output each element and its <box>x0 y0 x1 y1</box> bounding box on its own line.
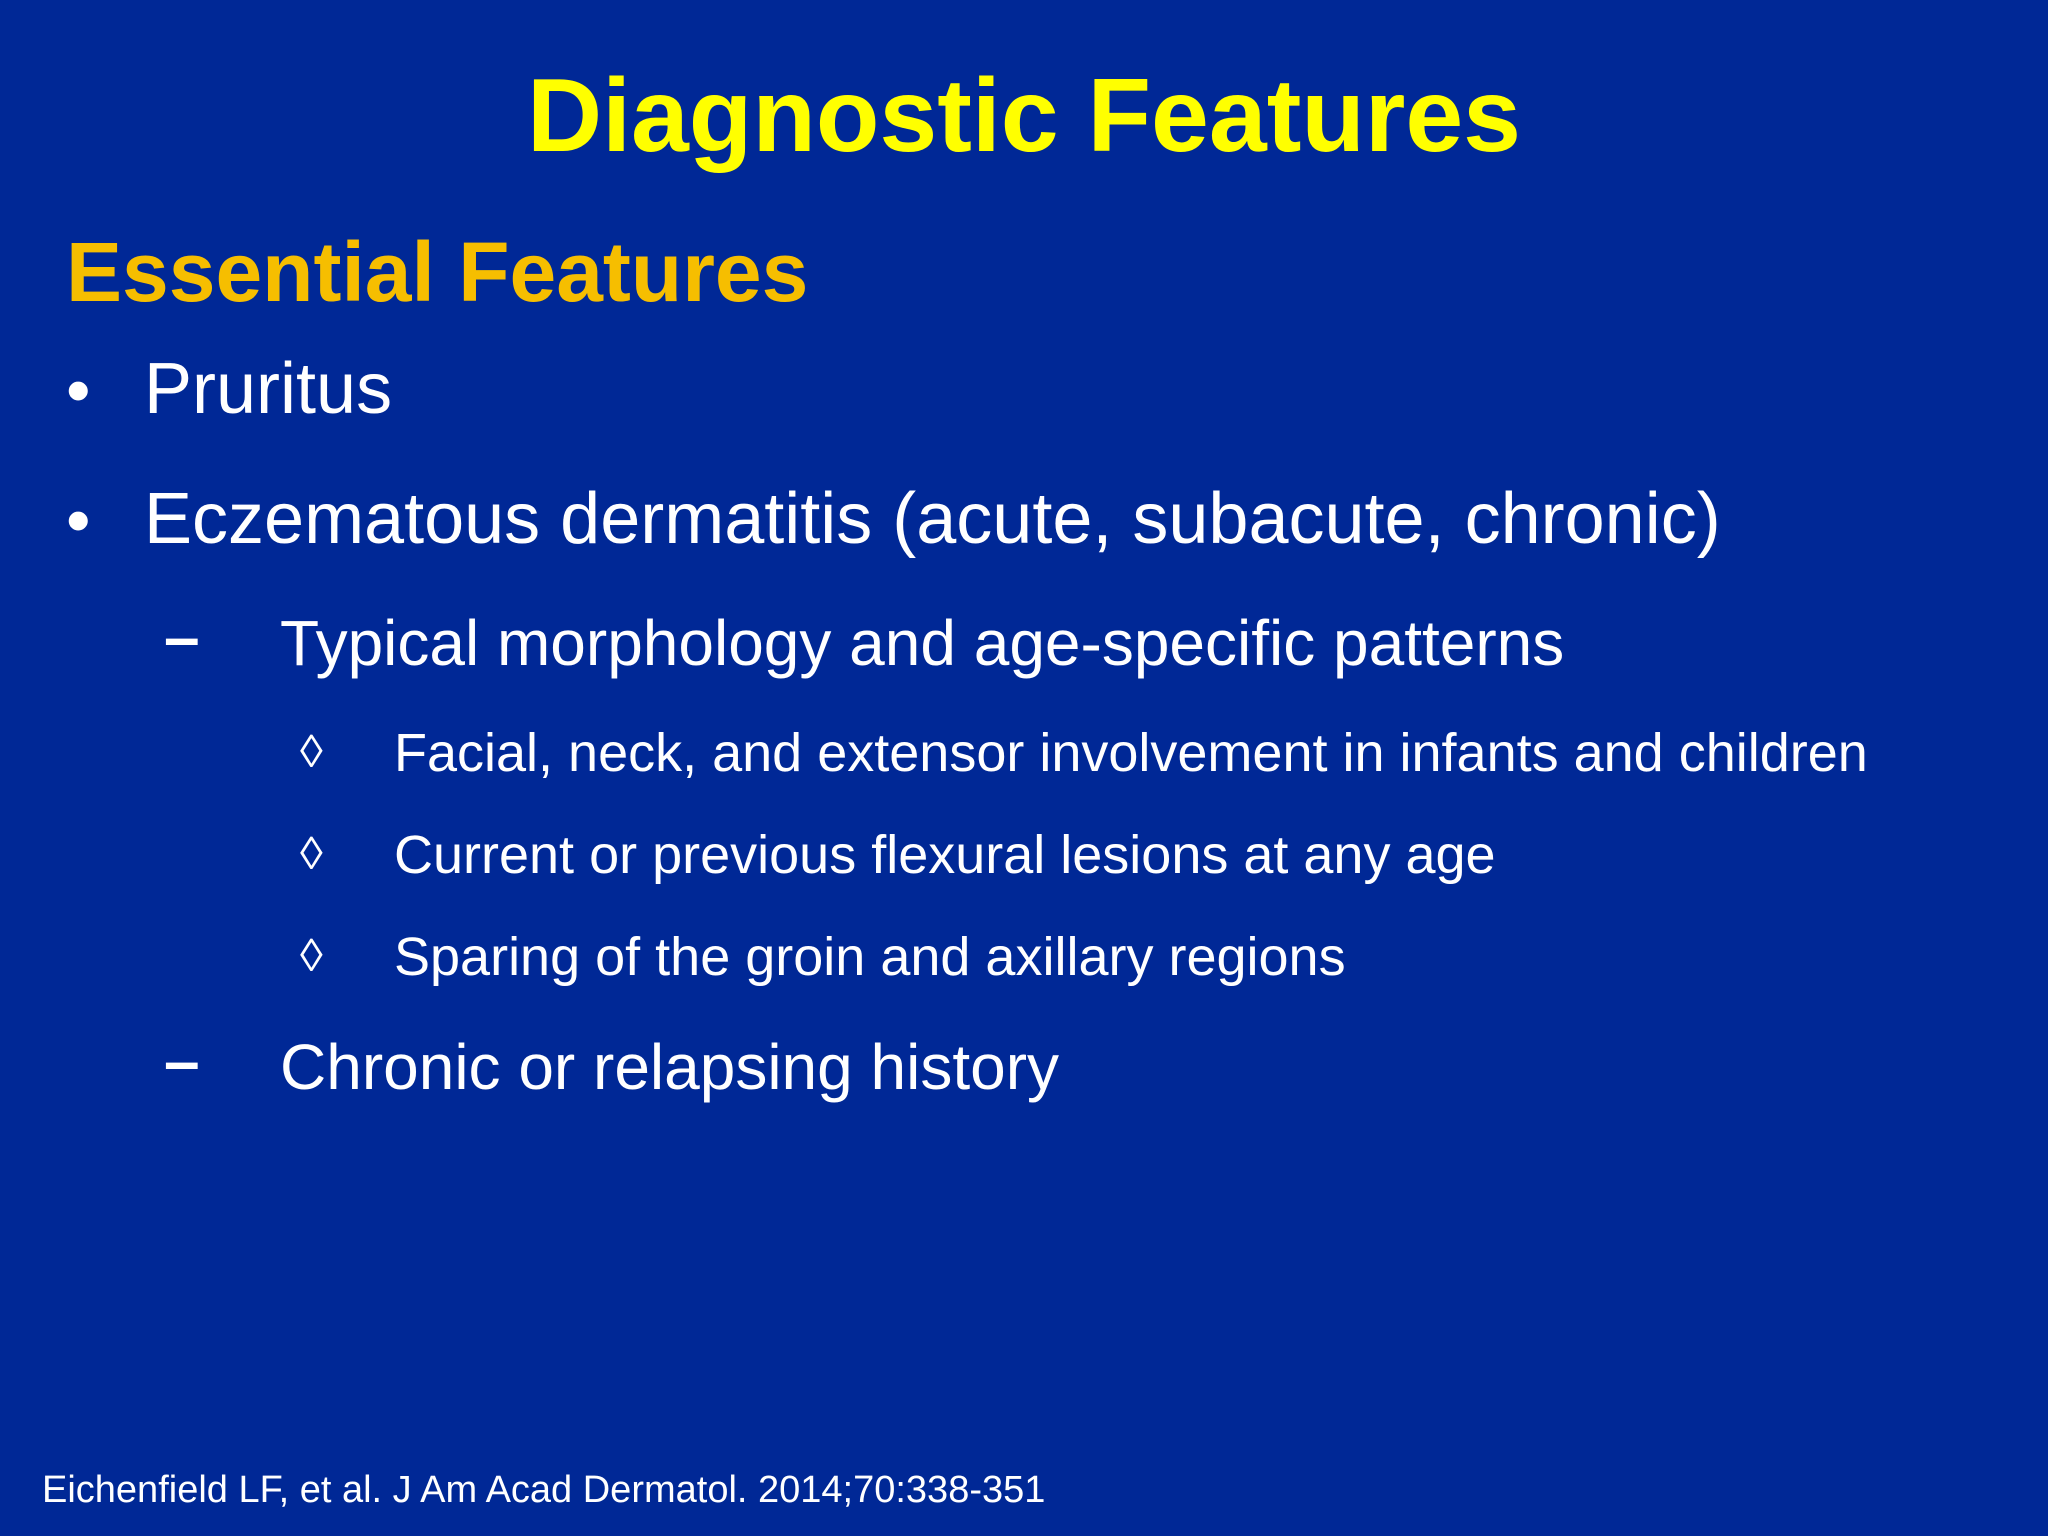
bullet-item-pruritus <box>0 348 2048 438</box>
sub-sub-item-facial-neck <box>0 722 2048 788</box>
sub-item-text: Chronic or relapsing history <box>280 1031 1059 1103</box>
bullet-icon: • <box>66 481 91 559</box>
sub-item-typical-morphology <box>0 601 2048 686</box>
diamond-icon: ◊ <box>300 929 323 981</box>
sub-sub-item-text: Sparing of the groin and axillary regions <box>394 927 1346 987</box>
sub-sub-item-text: Current or previous flexural lesions at any age <box>394 825 1496 885</box>
bullet-text: Pruritus <box>144 349 393 429</box>
sub-sub-item-text: Facial, neck, and extensor involvement in infants and children <box>394 723 1868 783</box>
dash-icon: – <box>164 1025 200 1097</box>
diamond-icon: ◊ <box>300 725 323 777</box>
bullet-icon: • <box>66 351 91 429</box>
bullet-item-eczematous-dermatitis <box>0 478 2048 568</box>
sub-item-chronic-history <box>0 1025 2048 1110</box>
dash-icon: – <box>164 601 200 673</box>
bullet-text: Eczematous dermatitis (acute, subacute, chronic) <box>144 479 1721 559</box>
slide-title: Diagnostic Features <box>526 58 1522 174</box>
sub-item-text: Typical morphology and age-specific patterns <box>280 607 1565 679</box>
sub-sub-item-sparing-groin <box>0 926 2048 992</box>
diamond-icon: ◊ <box>300 827 323 879</box>
sub-sub-item-flexural-lesions <box>0 824 2048 890</box>
section-heading: Essential Features <box>66 225 809 319</box>
citation: Eichenfield LF, et al. J Am Acad Dermatol. 2014;70:338-351 <box>42 1469 1046 1511</box>
